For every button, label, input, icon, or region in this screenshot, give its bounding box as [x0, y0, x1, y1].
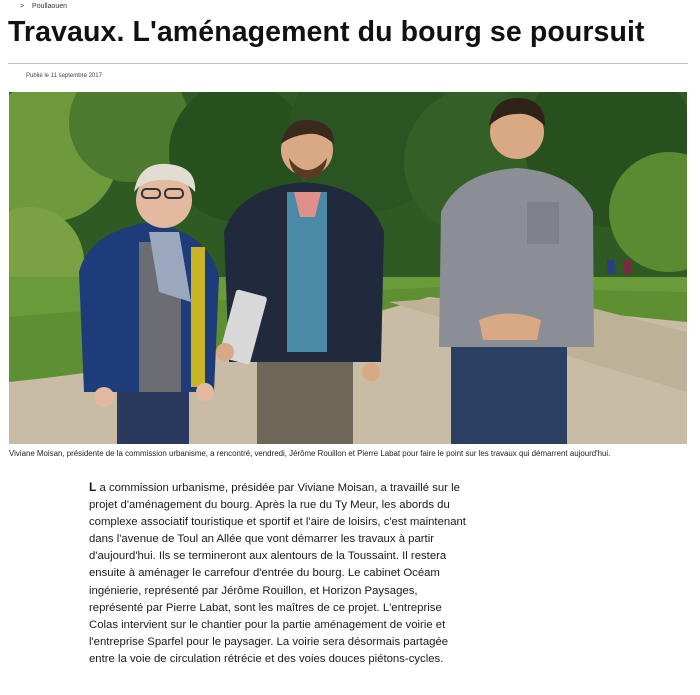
article-title: Travaux. L'aménagement du bourg se poursuit	[8, 16, 645, 48]
drop-letter: L	[89, 480, 97, 494]
breadcrumb-link-location[interactable]: Poullaouen	[32, 3, 68, 10]
article-photo	[9, 92, 687, 444]
title-divider	[8, 63, 688, 64]
article-body	[89, 479, 469, 668]
breadcrumb-separator: >	[20, 3, 25, 10]
article-body-text: a commission urbanisme, présidée par Viviane Moisan, a travaillé sur le projet d'aménagement du bourg. Après la rue du Ty Meur, les abords du complexe associatif touristique et sportif et l'aire de loisirs, c'est maintenant dans l'avenue de Toul an Allée que vont démarrer les travaux à partir d'aujourd'hui. Ils se termineront aux alentours de la Toussaint. Il restera ensuite à aménager le carrefour d'entrée du bourg. Le cabinet Océam ingénierie, représenté par Jérôme Rouillon, et Horizon Paysages, représenté par Pierre Labat, sont les maîtres de ce projet. L'entreprise Colas intervient sur le chantier pour la partie aménagement de voirie et l'entreprise Sparfel pour le paysager. La voirie sera désormais partagée entre la voie de circulation rétrécie et des voies douces piétons-cycles.	[89, 482, 466, 665]
publish-date: Publié le 11 septembre 2017	[26, 73, 102, 79]
photo-illustration	[9, 92, 687, 444]
breadcrumb	[20, 3, 67, 10]
photo-caption: Viviane Moisan, présidente de la commission urbanisme, a rencontré, vendredi, Jérôme Rouillon et Pierre Labat pour faire le point sur les travaux qui démarrent aujourd'hui.	[9, 449, 611, 458]
